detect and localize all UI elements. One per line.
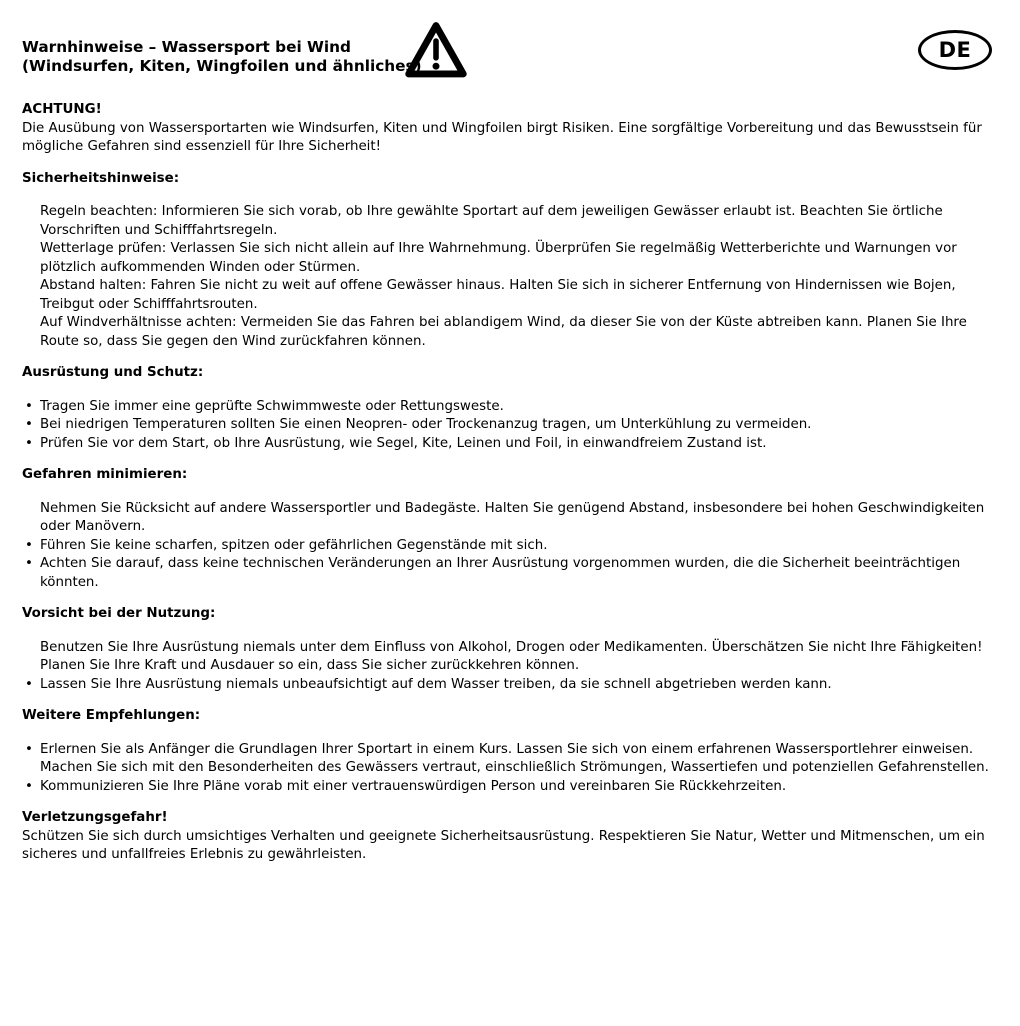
indented-item bbox=[22, 314, 1000, 351]
item-text: Kommunizieren Sie Ihre Pläne vorab mit einer vertrauenswürdigen Person und vereinbaren Sie Rückkehrzeiten. bbox=[40, 778, 787, 794]
document-title-block bbox=[22, 38, 1000, 76]
item-text: Achten Sie darauf, dass keine technischen Veränderungen an Ihrer Ausrüstung vorgenommen wurden, die die Sicherheit beeinträchtigen könnten. bbox=[40, 556, 961, 590]
indented-item bbox=[22, 500, 1000, 537]
section-heading: Ausrüstung und Schutz: bbox=[22, 365, 204, 380]
indented-item bbox=[22, 277, 1000, 314]
item-text: Regeln beachten: Informieren Sie sich vorab, ob Ihre gewählte Sportart auf dem jeweiligen Gewässer erlaubt ist. Beachten Sie örtliche Vorschriften und Schifffahrtsregeln. bbox=[40, 204, 943, 238]
list-item bbox=[22, 555, 1000, 592]
section-heading: Verletzungsgefahr! bbox=[22, 810, 168, 825]
warning-triangle-icon bbox=[405, 20, 467, 82]
paragraph: Die Ausübung von Wassersportarten wie Windsurfen, Kiten und Wingfoilen birgt Risiken. Eine sorgfältige Vorbereitung und das Bewusstsein für mögliche Gefahren sind essenziell für Ihre Sicherheit! bbox=[22, 120, 982, 154]
bullet-icon: • bbox=[25, 556, 33, 571]
list-item bbox=[22, 741, 1000, 760]
list-item bbox=[22, 778, 1000, 797]
list-item bbox=[22, 416, 1000, 435]
indented-item bbox=[22, 759, 1000, 778]
item-text: Machen Sie sich mit den Besonderheiten des Gewässers vertraut, einschließlich Strömungen, Wassertiefen und potenziellen Gefahrenstellen. bbox=[40, 760, 989, 775]
item-text: Auf Windverhältnisse achten: Vermeiden Sie das Fahren bei ablandigem Wind, da dieser Sie von der Küste abtreiben kann. Planen Sie Ihre Route so, dass Sie gegen den Wind zurückfahren können. bbox=[40, 315, 967, 349]
bullet-icon: • bbox=[25, 417, 33, 432]
list-item bbox=[22, 398, 1000, 417]
section bbox=[22, 605, 1000, 694]
document-content bbox=[22, 38, 1000, 865]
paragraph: Schützen Sie sich durch umsichtiges Verhalten und geeignete Sicherheitsausrüstung. Respektieren Sie Natur, Wetter und Mitmenschen, um ein sicheres und unfallfreies Erlebnis zu gewährleisten. bbox=[22, 828, 985, 862]
section-heading: Weitere Empfehlungen: bbox=[22, 708, 201, 723]
section bbox=[22, 170, 1000, 352]
document-body bbox=[22, 101, 1000, 865]
item-text: Prüfen Sie vor dem Start, ob Ihre Ausrüstung, wie Segel, Kite, Leinen und Foil, in einwandfreiem Zustand ist. bbox=[40, 435, 767, 451]
item-text: Nehmen Sie Rücksicht auf andere Wassersportler und Badegäste. Halten Sie genügend Abstand, insbesondere bei hohen Geschwindigkeiten oder Manövern. bbox=[40, 500, 985, 534]
section-heading: Sicherheitshinweise: bbox=[22, 170, 180, 186]
language-badge bbox=[918, 30, 992, 70]
item-text: Benutzen Sie Ihre Ausrüstung niemals unter dem Einfluss von Alkohol, Drogen oder Medikamenten. Überschätzen Sie nicht Ihre Fähigkeiten! Planen Sie Ihre Kraft und Ausdauer so ein, dass Sie sicher zurückkehren können. bbox=[40, 639, 983, 673]
section-heading: Vorsicht bei der Nutzung: bbox=[22, 606, 216, 621]
section-heading: Gefahren minimieren: bbox=[22, 467, 188, 482]
document-title: Warnhinweise – Wassersport bei Wind bbox=[22, 38, 352, 56]
section bbox=[22, 707, 1000, 796]
document-subtitle: (Windsurfen, Kiten, Wingfoilen und ähnliches) bbox=[22, 57, 422, 75]
list-item bbox=[22, 537, 1000, 556]
item-text: Abstand halten: Fahren Sie nicht zu weit auf offene Gewässer hinaus. Halten Sie sich in sicherer Entfernung von Hindernissen wie Bojen, Treibgut oder Schifffahrtsrouten. bbox=[40, 278, 956, 312]
section bbox=[22, 466, 1000, 592]
bullet-icon: • bbox=[25, 435, 33, 451]
bullet-icon: • bbox=[25, 778, 33, 794]
document-header bbox=[22, 38, 1000, 84]
section bbox=[22, 101, 1000, 157]
item-text: Tragen Sie immer eine geprüfte Schwimmweste oder Rettungsweste. bbox=[40, 398, 504, 414]
indented-item bbox=[22, 240, 1000, 277]
indented-item bbox=[22, 203, 1000, 240]
section-heading: ACHTUNG! bbox=[22, 102, 102, 117]
bullet-icon: • bbox=[25, 676, 33, 692]
bullet-icon: • bbox=[25, 537, 33, 553]
language-badge-label: DE bbox=[938, 37, 972, 62]
list-item bbox=[22, 435, 1000, 454]
item-text: Erlernen Sie als Anfänger die Grundlagen Ihrer Sportart in einem Kurs. Lassen Sie sich von einem erfahrenen Wassersportlehrer einweisen. bbox=[40, 741, 974, 757]
item-text: Bei niedrigen Temperaturen sollten Sie einen Neopren- oder Trockenanzug tragen, um Unterkühlung zu vermeiden. bbox=[40, 417, 812, 432]
section bbox=[22, 809, 1000, 865]
indented-item bbox=[22, 639, 1000, 676]
item-text: Führen Sie keine scharfen, spitzen oder gefährlichen Gegenstände mit sich. bbox=[40, 537, 548, 553]
bullet-icon: • bbox=[25, 398, 33, 414]
bullet-icon: • bbox=[25, 741, 33, 757]
section bbox=[22, 364, 1000, 453]
item-text: Wetterlage prüfen: Verlassen Sie sich nicht allein auf Ihre Wahrnehmung. Überprüfen Sie regelmäßig Wetterberichte und Warnungen vor plötzlich aufkommenden Winden oder Stürmen. bbox=[40, 241, 957, 275]
list-item bbox=[22, 676, 1000, 695]
item-text: Lassen Sie Ihre Ausrüstung niemals unbeaufsichtigt auf dem Wasser treiben, da sie schnell abgetrieben werden kann. bbox=[40, 676, 832, 692]
